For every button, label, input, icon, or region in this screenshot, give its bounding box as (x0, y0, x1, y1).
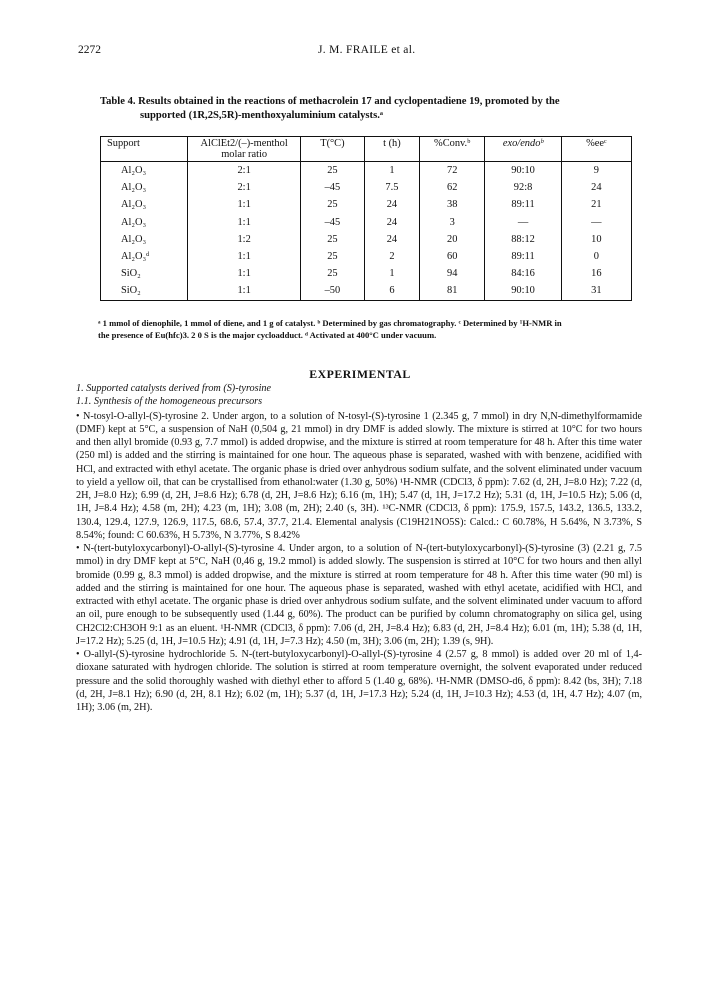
table-cell: 1 (364, 162, 419, 180)
table-cell: 25 (301, 231, 365, 248)
table-row (101, 196, 632, 213)
table-footnote-line1: ᵃ 1 mmol of dienophile, 1 mmol of diene, and 1 g of catalyst. ᵇ Determined by gas chromatography. ᶜ Determined by ¹H-NMR in (98, 318, 562, 328)
table-cell: 20 (420, 231, 485, 248)
table-cell: 7.5 (364, 179, 419, 196)
table-row (101, 162, 632, 180)
column-header-time: t (h) (364, 137, 419, 162)
table-cell: 1:2 (188, 231, 301, 248)
table-cell: 6 (364, 282, 419, 300)
column-header-molar-ratio: AlClEt2/(–)-menthol molar ratio (188, 137, 301, 162)
column-header-conversion: %Conv.ᵇ (420, 137, 485, 162)
table-cell: SiO₂ (101, 265, 188, 282)
table-cell: 38 (420, 196, 485, 213)
page-number: 2272 (78, 44, 101, 56)
table-cell: 1 (364, 265, 419, 282)
table-row (101, 282, 632, 300)
table-footnote-line2: the presence of Eu(hfc)3. 2 0 S is the major cycloadduct. ᵈ Activated at 400°C under vacuum. (98, 330, 437, 340)
table-footnote (98, 317, 634, 341)
table-cell: 89:11 (485, 248, 561, 265)
table-row (101, 214, 632, 231)
table-cell: 24 (364, 214, 419, 231)
table-cell: –50 (301, 282, 365, 300)
table-cell: 62 (420, 179, 485, 196)
experimental-body (76, 382, 642, 714)
table-cell: 31 (561, 282, 631, 300)
table-cell: 21 (561, 196, 631, 213)
table-cell: — (485, 214, 561, 231)
table-cell: –45 (301, 214, 365, 231)
table-cell: 10 (561, 231, 631, 248)
table-cell: 0 (561, 248, 631, 265)
table-cell: 2:1 (188, 179, 301, 196)
table-row (101, 265, 632, 282)
column-header-support: Support (101, 137, 188, 162)
table-cell: 94 (420, 265, 485, 282)
table-cell: Al₂O₃ (101, 162, 188, 180)
page-header (78, 44, 638, 60)
subheading-supported-catalysts: 1. Supported catalysts derived from (S)-tyrosine (76, 383, 272, 394)
subheading-homogeneous-precursors: 1.1. Synthesis of the homogeneous precursors (76, 396, 263, 408)
table-cell: 16 (561, 265, 631, 282)
table-cell: 84:16 (485, 265, 561, 282)
table-caption-line1: Table 4. Results obtained in the reactions of methacrolein 17 and cyclopentadiene 19, promoted by the (100, 96, 560, 107)
table-cell: 72 (420, 162, 485, 180)
table-cell: 2:1 (188, 162, 301, 180)
table-cell: 25 (301, 162, 365, 180)
column-header-temperature: T(°C) (301, 137, 365, 162)
table-caption (100, 95, 628, 123)
table-cell: 1:1 (188, 196, 301, 213)
table-cell: 60 (420, 248, 485, 265)
table-cell: 25 (301, 248, 365, 265)
table-cell: Al₂O₃ (101, 196, 188, 213)
table-cell: 90:10 (485, 162, 561, 180)
table-cell: 25 (301, 265, 365, 282)
table-cell: 89:11 (485, 196, 561, 213)
table-header-row (101, 137, 632, 162)
table-cell: 81 (420, 282, 485, 300)
table-cell: 25 (301, 196, 365, 213)
paragraph-compound-2: • N-tosyl-O-allyl-(S)-tyrosine 2. Under argon, to a solution of N-tosyl-(S)-tyrosine 1 (2.345 g, 7 mmol) in dry N,N-dimethylformamide (DMF) kept at 5°C, a suspension of NaH (0,504 g, 21 mmol) in dry DMF is added slowly. The mixture is stirred at 10°C for two hours and then allyl bromide (0.93 g, 7.7 mmol) is added dropwise, and the mixture is stirred at room temperature for 48 h. After this time water (250 ml) is added and the stirring is maintained for one hour. The aqueous phase is separated, washed with with benzene, acidified with HCl, and extracted with ethyl acetate. The organic phase is dried over anhydrous sodium sulfate, and the solvent eliminated under vacuum to yield a yellow oil, that can be crystallised from ethanol:water (1.30 g, 50%) ¹H-NMR (CDCl3, δ ppm): 7.62 (d, 2H, J=8.0 Hz); 7.22 (d, 2H, J=8.0 Hz); 6.99 (d, 2H, J=8.6 Hz); 6.78 (d, 2H, J=8.6 Hz); 6.16 (m, 1H); 5.47 (d, 1H, J=17.2 Hz); 5.31 (d, 1H, J=10.5 Hz); 5.06 (d, 1H, J=8.4 Hz); 4.58 (m, 2H); 4.23 (m, 1H); 3.08 (m, 2H); 2.40 (s, 3H). ¹³C-NMR (CDCl3, δ ppm): 175.9, 157.5, 143.2, 136.5, 133.2, 130.4, 129.4, 127.9, 126.9, 117.5, 68.6, 57.4, 37.7, 21.4. Elemental analysis (C19H21NO5S): Calcd.: C 60.78%, H 5.64%, N 3.73%, S 8.54%; found: C 60.63%, H 5.73%, N 3.77%, S 8.42% (76, 410, 642, 541)
table-cell: 90:10 (485, 282, 561, 300)
table-cell: 9 (561, 162, 631, 180)
table-cell: 24 (364, 196, 419, 213)
table-cell: Al₂O₃ (101, 179, 188, 196)
table-row (101, 248, 632, 265)
table-cell: SiO₂ (101, 282, 188, 300)
table-cell: 1:1 (188, 265, 301, 282)
running-head: J. M. FRAILE et al. (318, 44, 416, 56)
table-cell: Al₂O₃ᵈ (101, 248, 188, 265)
table-cell: 24 (561, 179, 631, 196)
table-cell: 92:8 (485, 179, 561, 196)
column-header-exo-endo: exo/endoᵇ (485, 137, 561, 162)
table-row (101, 231, 632, 248)
table-cell: 1:1 (188, 282, 301, 300)
paragraph-compound-4: • N-(tert-butyloxycarbonyl)-O-allyl-(S)-tyrosine 4. Under argon, to a solution of N-(tert-butyloxycarbonyl)-(S)-tyrosine (3) (2.21 g, 7.5 mmol) in dry DMF kept at 5°C, NaH (0,46 g, 19.2 mmol) is added slowly. The suspension is stirred at 10°C for two hours and then allyl bromide (0.99 g, 8.3 mmol) is added dropwise, and the mixture is stirred at room temperature for 48 h. After this time water (90 ml) is added and the stirring is maintained for one hour. The aqueous phase is separated, washed with ethyl acetate, acidified with HCl, and extracted with ethyl acetate. The organic phase is dried over anhydrous sodium sulfate, and the solvent eliminated under vacuum to afford an oil, pure enough to be subsequently used (1.44 g, 60%). The product can be purified by column chromatography on silica gel, using CH2Cl2:CH3OH 9:1 as an eluent. ¹H-NMR (CDCl3, δ ppm): 7.06 (d, 2H, J=8.4 Hz); 6.83 (d, 2H, J=8.4 Hz); 6.01 (m, 1H); 5.38 (d, 1H, J=17.2 Hz); 5.25 (d, 1H, J=10.5 Hz); 4.91 (d, 1H, J=7.3 Hz); 4.50 (m, 3H); 3.06 (m, 2H); 1.39 (s, 9H). (76, 543, 642, 647)
table-cell: Al₂O₃ (101, 231, 188, 248)
column-header-ee: %eeᶜ (561, 137, 631, 162)
table-row (101, 179, 632, 196)
results-table (100, 136, 632, 301)
paragraph-compound-5: • O-allyl-(S)-tyrosine hydrochloride 5. N-(tert-butyloxycarbonyl)-O-allyl-(S)-tyrosine 4 (2.57 g, 8 mmol) is added over 20 ml of 1,4-dioxane saturated with hydrogen chloride. The solution is stirred at room temperature overnight, the solvent evaporated under reduced pressure and the solid thoroughly washed with diethyl ether to afford 5 (1.40 g, 68%). ¹H-NMR (DMSO-d6, δ ppm): 8.42 (bs, 3H); 7.18 (d, 2H, J=8.1 Hz); 6.90 (d, 2H, 8.1 Hz); 6.02 (m, 1H); 5.37 (d, 1H, J=17.3 Hz); 5.24 (d, 1H, J=10.3 Hz); 4.53 (d, 1H, 4.7 Hz); 4.07 (m, 1H); 3.06 (m, 2H). (76, 649, 642, 713)
table-cell: — (561, 214, 631, 231)
table-cell: 24 (364, 231, 419, 248)
table-cell: 88:12 (485, 231, 561, 248)
table-cell: 1:1 (188, 248, 301, 265)
table-cell: 2 (364, 248, 419, 265)
table-caption-line2: supported (1R,2S,5R)-menthoxyaluminium catalysts.ᵃ (140, 110, 383, 121)
section-title: EXPERIMENTAL (309, 367, 411, 381)
table-cell: 1:1 (188, 214, 301, 231)
table-cell: Al₂O₃ (101, 214, 188, 231)
table-cell: 3 (420, 214, 485, 231)
table-cell: –45 (301, 179, 365, 196)
